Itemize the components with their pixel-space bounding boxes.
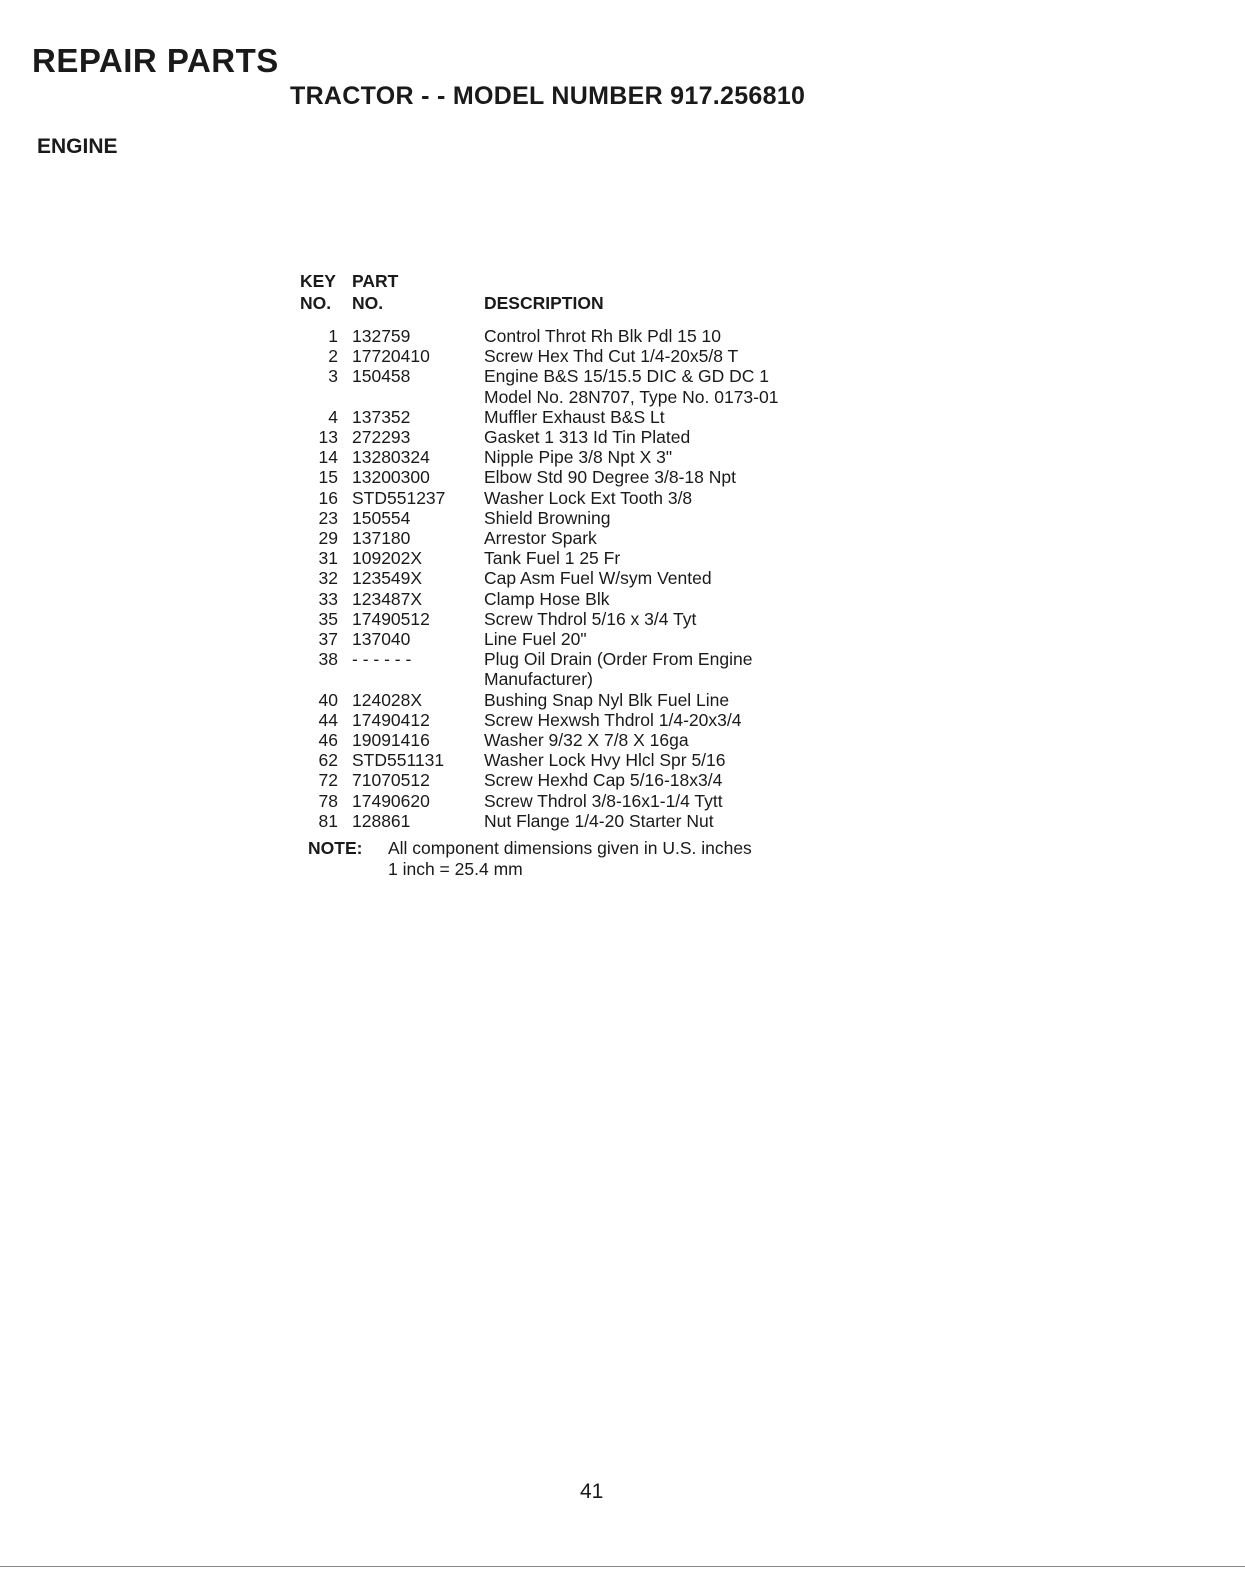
table-row	[300, 649, 860, 689]
note-line1: All component dimensions given in U.S. inches	[388, 838, 752, 858]
cell-key-no: 31	[318, 548, 338, 569]
table-row	[300, 750, 860, 770]
cell-key-no: 16	[318, 487, 338, 508]
table-row	[300, 589, 860, 609]
cell-part-no: 137040	[352, 629, 411, 650]
parts-table-body	[300, 326, 860, 831]
cell-key-no: 72	[318, 770, 338, 791]
cell-part-no: 123549X	[352, 568, 423, 589]
table-row	[300, 710, 860, 730]
cell-description: Washer 9/32 X 7/8 X 16ga	[484, 730, 689, 751]
cell-description: Screw Hexwsh Thdrol 1/4-20x3/4	[484, 709, 742, 730]
cell-part-no: - - - - - -	[352, 649, 412, 670]
header-spacer	[484, 270, 860, 292]
cell-part-no: 17490412	[352, 709, 430, 730]
cell-description: Muffler Exhaust B&S Lt	[484, 406, 665, 427]
cell-description: Tank Fuel 1 25 Fr	[484, 548, 621, 569]
section-title: ENGINE	[37, 135, 118, 158]
table-row	[300, 548, 860, 568]
cell-part-no: 13200300	[352, 467, 430, 488]
cell-description: Elbow Std 90 Degree 3/8-18 Npt	[484, 467, 736, 488]
cell-part-no: 19091416	[352, 730, 430, 751]
cell-part-no: 123487X	[352, 588, 423, 609]
cell-key-no: 15	[318, 467, 338, 488]
table-row	[300, 568, 860, 588]
cell-part-no: 132759	[352, 326, 411, 346]
cell-description: Cap Asm Fuel W/sym Vented	[484, 568, 712, 589]
table-row	[300, 427, 860, 447]
description-header: DESCRIPTION	[484, 293, 604, 313]
header-row-bottom	[300, 292, 860, 326]
cell-part-no: STD551131	[352, 750, 445, 771]
cell-key-no: 32	[318, 568, 338, 589]
cell-part-no: 124028X	[352, 689, 423, 710]
cell-part-no: 13280324	[352, 447, 430, 468]
table-row	[300, 770, 860, 790]
header-row-top	[300, 270, 860, 292]
cell-part-no: 17720410	[352, 346, 430, 367]
cell-description: Bushing Snap Nyl Blk Fuel Line	[484, 689, 730, 710]
cell-key-no: 46	[318, 730, 338, 751]
cell-key-no: 78	[318, 790, 338, 811]
key-header-line1: KEY	[300, 271, 336, 291]
cell-key-no: 14	[318, 447, 338, 468]
cell-description: Engine B&S 15/15.5 DIC & GD DC 1 Model No. 28N707, Type No. 0173-01	[484, 366, 779, 407]
cell-part-no: 17490620	[352, 790, 430, 811]
bottom-divider	[0, 1566, 1245, 1567]
parts-table-header	[300, 270, 860, 326]
cell-key-no: 81	[318, 810, 338, 831]
cell-description: Screw Hex Thd Cut 1/4-20x5/8 T	[484, 346, 739, 367]
table-row	[300, 811, 860, 831]
note	[308, 838, 752, 880]
cell-part-no: 150554	[352, 507, 411, 528]
cell-part-no: 137180	[352, 528, 411, 549]
table-row	[300, 346, 860, 366]
key-header-line2: NO.	[300, 293, 332, 313]
cell-key-no: 4	[328, 406, 338, 427]
table-row	[300, 690, 860, 710]
cell-key-no: 29	[318, 528, 338, 549]
table-row	[300, 407, 860, 427]
cell-part-no: 17490512	[352, 608, 430, 629]
cell-description: Washer Lock Hvy Hlcl Spr 5/16	[484, 750, 726, 771]
cell-description: Clamp Hose Blk	[484, 588, 610, 609]
cell-key-no: 1	[328, 326, 338, 346]
table-row	[300, 730, 860, 750]
parts-table	[300, 270, 860, 831]
table-row	[300, 326, 860, 346]
page-number: 41	[580, 1480, 604, 1503]
cell-key-no: 40	[318, 689, 338, 710]
cell-description: Nipple Pipe 3/8 Npt X 3"	[484, 447, 673, 468]
part-header-line1: PART	[352, 271, 399, 291]
cell-description: Nut Flange 1/4-20 Starter Nut	[484, 810, 714, 831]
table-row	[300, 508, 860, 528]
cell-key-no: 23	[318, 507, 338, 528]
cell-key-no: 35	[318, 608, 338, 629]
cell-part-no: 272293	[352, 427, 411, 448]
page-subtitle: TRACTOR - - MODEL NUMBER 917.256810	[290, 82, 806, 110]
table-row	[300, 467, 860, 487]
table-row	[300, 791, 860, 811]
cell-description: Shield Browning	[484, 507, 611, 528]
table-row	[300, 488, 860, 508]
cell-part-no: STD551237	[352, 487, 446, 508]
note-line1-row	[308, 838, 752, 859]
note-label: NOTE:	[308, 838, 363, 858]
cell-part-no: 71070512	[352, 770, 430, 791]
cell-description: Screw Thdrol 3/8-16x1-1/4 Tytt	[484, 790, 723, 811]
table-row	[300, 447, 860, 467]
table-row	[300, 629, 860, 649]
note-line2: 1 inch = 25.4 mm	[388, 859, 523, 879]
cell-description: Arrestor Spark	[484, 528, 597, 549]
cell-description: Washer Lock Ext Tooth 3/8	[484, 487, 693, 508]
cell-description: Line Fuel 20"	[484, 629, 587, 650]
table-row	[300, 609, 860, 629]
cell-key-no: 2	[328, 346, 338, 367]
cell-key-no: 37	[318, 629, 338, 650]
cell-description: Plug Oil Drain (Order From Engine Manufacturer)	[484, 649, 753, 690]
cell-key-no: 33	[318, 588, 338, 609]
table-row	[300, 366, 860, 406]
cell-key-no: 62	[318, 750, 338, 771]
cell-key-no: 3	[328, 366, 338, 387]
cell-part-no: 137352	[352, 406, 411, 427]
cell-description: Screw Thdrol 5/16 x 3/4 Tyt	[484, 608, 697, 629]
page-title: REPAIR PARTS	[32, 42, 279, 79]
cell-part-no: 150458	[352, 366, 411, 387]
part-header-line2: NO.	[352, 293, 384, 313]
cell-key-no: 44	[318, 709, 338, 730]
cell-key-no: 13	[318, 427, 338, 448]
cell-description: Screw Hexhd Cap 5/16-18x3/4	[484, 770, 723, 791]
cell-part-no: 109202X	[352, 548, 423, 569]
cell-description: Control Throt Rh Blk Pdl 15 10	[484, 326, 722, 346]
cell-key-no: 38	[318, 649, 338, 670]
table-row	[300, 528, 860, 548]
cell-part-no: 128861	[352, 810, 411, 831]
cell-description: Gasket 1 313 Id Tin Plated	[484, 427, 691, 448]
